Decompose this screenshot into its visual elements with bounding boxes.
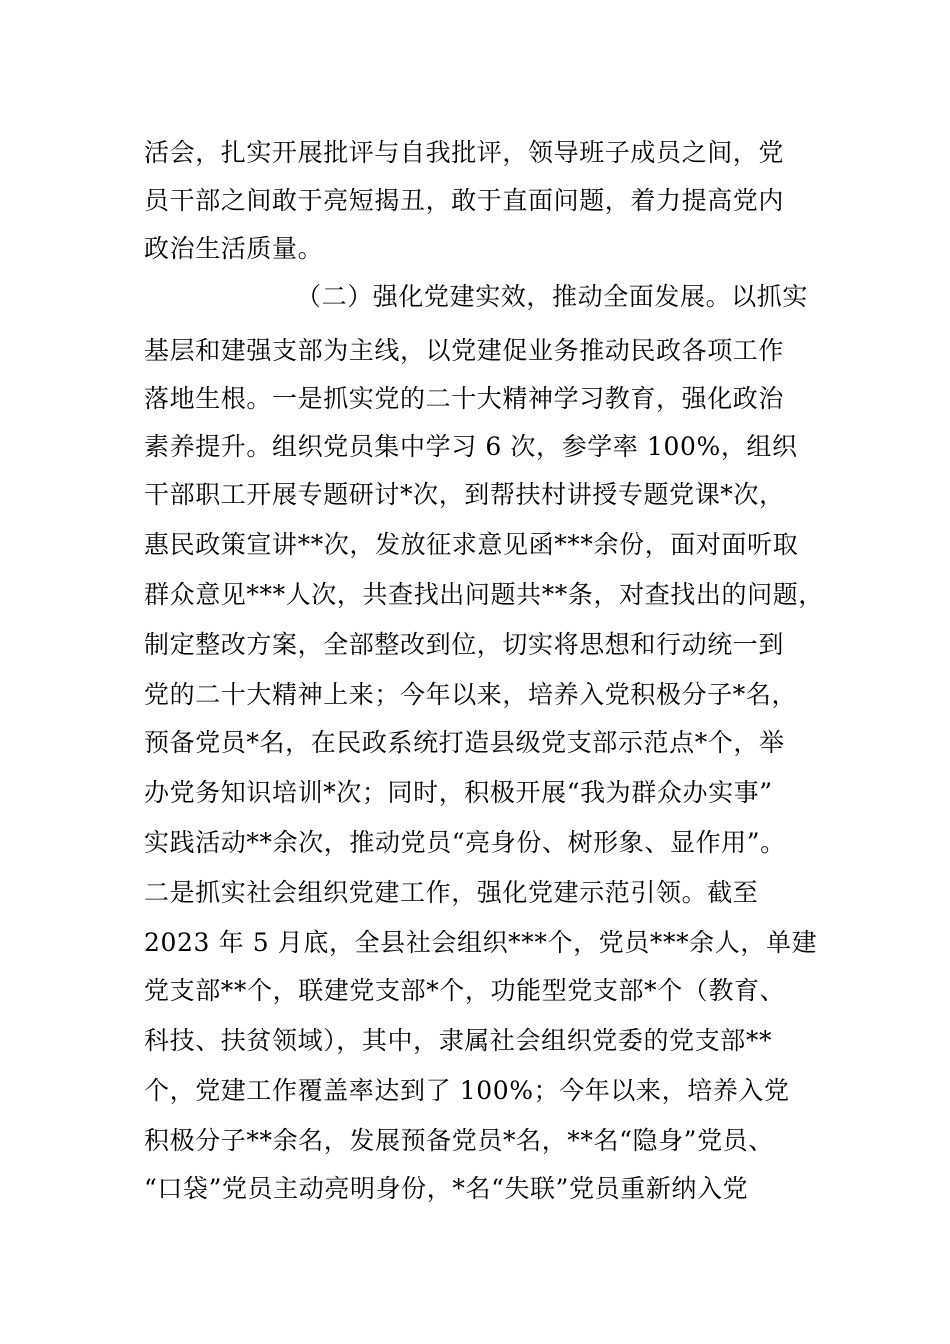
- text-line-17: 2023 年 5 月底，全县社会组织***个，党员***余人，单建: [144, 928, 818, 957]
- text-line-11: 制定整改方案，全部整改到位，切实将思想和行动统一到: [144, 630, 785, 659]
- text-line-10: 群众意见***人次，共查找出问题共**条，对查找出的问题，: [144, 580, 824, 609]
- text-line-15: 实践活动**余次，推动党员“亮身份、树形象、显作用”。: [144, 828, 786, 857]
- text-line-21: 积极分子**余名，发展预备党员*名，**名“隐身”党员、: [144, 1126, 774, 1155]
- text-line-2: 员干部之间敢于亮短揭丑，敢于直面问题，着力提高党内: [144, 186, 785, 215]
- text-line-6: 落地生根。一是抓实党的二十大精神学习教育，强化政治: [144, 384, 785, 413]
- text-line-7: 素养提升。组织党员集中学习 6 次，参学率 100%，组织: [144, 432, 798, 461]
- text-line-13: 预备党员*名，在民政系统打造县级党支部示范点*个，举: [144, 728, 785, 757]
- section-heading-2: （二）强化党建实效，推动全面发展。以抓实: [296, 282, 809, 311]
- text-line-20: 个，党建工作覆盖率达到了 100%；今年以来，培养入党: [144, 1076, 790, 1105]
- text-line-9: 惠民政策宣讲**次，发放征求意见函***余份，面对面听取: [144, 530, 799, 559]
- text-line-12: 党的二十大精神上来；今年以来，培养入党积极分子*名，: [144, 680, 798, 709]
- text-line-1: 活会，扎实开展批评与自我批评，领导班子成员之间，党: [144, 138, 785, 167]
- text-line-22: “口袋”党员主动亮明身份，*名“失联”党员重新纳入党: [144, 1174, 749, 1203]
- text-line-3: 政治生活质量。: [144, 234, 324, 263]
- text-line-5: 基层和建强支部为主线，以党建促业务推动民政各项工作: [144, 336, 785, 365]
- text-line-8: 干部职工开展专题研讨*次，到帮扶村讲授专题党课*次，: [144, 480, 785, 509]
- text-line-16: 二是抓实社会组织党建工作，强化党建示范引领。截至: [144, 878, 759, 907]
- text-line-19: 科技、扶贫领域），其中，隶属社会组织党委的党支部**: [144, 1026, 773, 1055]
- text-line-18: 党支部**个，联建党支部*个，功能型党支部*个（教育、: [144, 976, 786, 1005]
- text-line-14: 办党务知识培训*次；同时，积极开展“我为群众办实事”: [144, 778, 773, 807]
